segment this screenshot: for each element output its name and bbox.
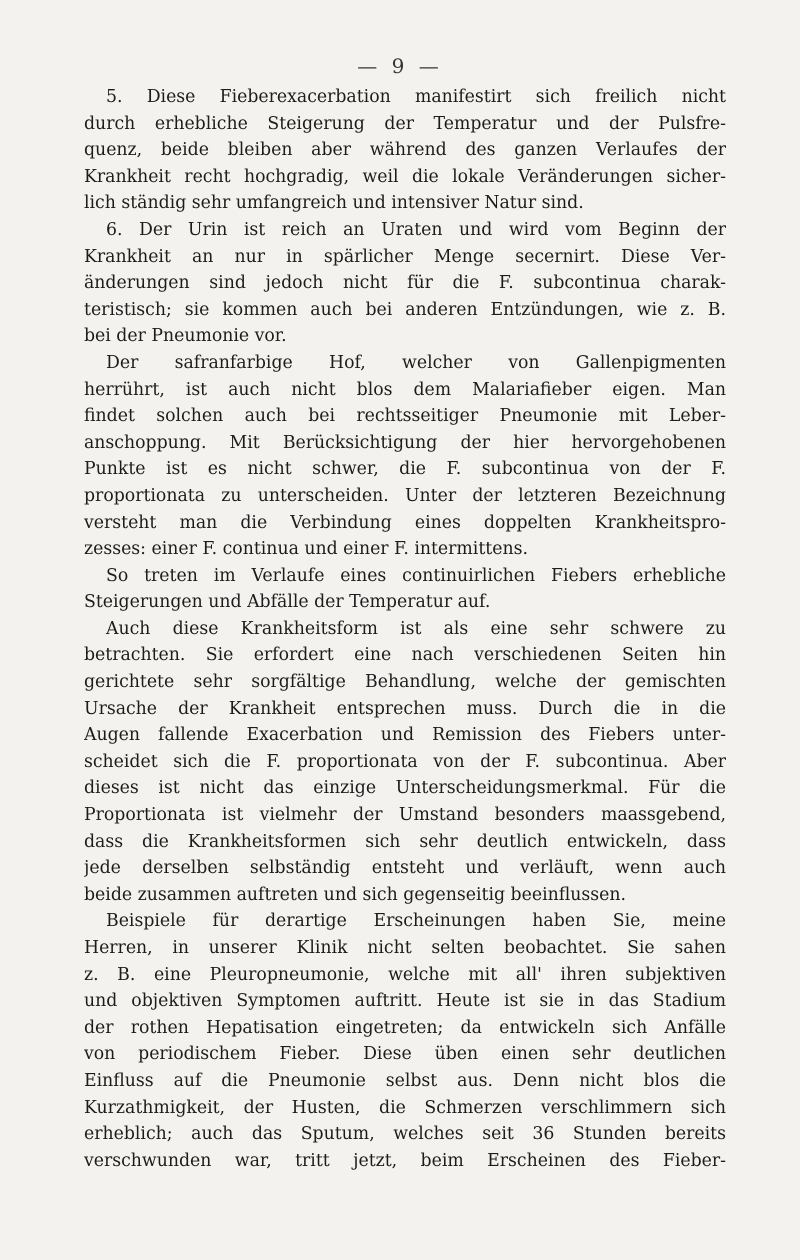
text-line: Augen fallende Exacerbation und Remission des Fiebers unter- — [84, 725, 726, 746]
text-line: Krankheit an nur in spärlicher Menge secernirt. Diese Ver- — [84, 246, 726, 267]
text-line: 6. Der Urin ist reich an Uraten und wird vom Beginn der — [106, 219, 726, 240]
text-line: herrührt, ist auch nicht blos dem Malariafieber eigen. Man — [84, 379, 726, 400]
text-line: anschoppung. Mit Berücksichtigung der hier hervorgehobenen — [84, 432, 726, 453]
text-line: Einfluss auf die Pneumonie selbst aus. Denn nicht blos die — [84, 1070, 726, 1091]
text-line: quenz, beide bleiben aber während des ganzen Verlaufes der — [84, 140, 726, 161]
text-line: findet solchen auch bei rechtsseitiger Pneumonie mit Leber- — [84, 406, 726, 427]
page-number: — 9 — — [357, 54, 443, 78]
text-line: So treten im Verlaufe eines continuirlichen Fiebers erhebliche — [106, 565, 726, 586]
text-line: dieses ist nicht das einzige Unterscheidungsmerkmal. Für die — [84, 778, 726, 799]
text-line: Krankheit recht hochgradig, weil die lokale Veränderungen sicher- — [84, 166, 726, 187]
text-line: der rothen Hepatisation eingetreten; da entwickeln sich Anfälle — [84, 1017, 726, 1038]
text-line: Der safranfarbige Hof, welcher von Gallenpigmenten — [106, 352, 726, 373]
text-line: verschwunden war, tritt jetzt, beim Erscheinen des Fieber- — [84, 1150, 726, 1171]
text-line: Steigerungen und Abfälle der Temperatur auf. — [84, 592, 491, 613]
text-line: Punkte ist es nicht schwer, die F. subcontinua von der F. — [84, 459, 726, 480]
text-line: betrachten. Sie erfordert eine nach verschiedenen Seiten hin — [84, 645, 726, 666]
text-line: erheblich; auch das Sputum, welches seit 36 Stunden bereits — [84, 1124, 726, 1145]
text-line: Kurzathmigkeit, der Husten, die Schmerzen verschlimmern sich — [84, 1097, 726, 1118]
text-line: gerichtete sehr sorgfältige Behandlung, welche der gemischten — [84, 672, 726, 693]
body-text — [84, 84, 726, 1174]
text-line: teristisch; sie kommen auch bei anderen Entzündungen, wie z. B. — [84, 299, 726, 320]
text-line: Beispiele für derartige Erscheinungen haben Sie, meine — [106, 911, 726, 932]
text-line: lich ständig sehr umfangreich und intensiver Natur sind. — [84, 193, 584, 214]
text-line: Auch diese Krankheitsform ist als eine sehr schwere zu — [106, 618, 726, 639]
text-line: Proportionata ist vielmehr der Umstand besonders maassgebend, — [84, 805, 726, 826]
text-line: und objektiven Symptomen auftritt. Heute ist sie in das Stadium — [84, 991, 726, 1012]
text-line: 5. Diese Fieberexacerbation manifestirt sich freilich nicht — [106, 87, 726, 107]
text-line: bei der Pneumonie vor. — [84, 326, 287, 347]
text-line: proportionata zu unterscheiden. Unter der letzteren Bezeichnung — [84, 485, 726, 506]
text-line: beide zusammen auftreten und sich gegenseitig beeinflussen. — [84, 884, 626, 905]
text-line: Ursache der Krankheit entsprechen muss. Durch die in die — [84, 698, 726, 719]
text-line: dass die Krankheitsformen sich sehr deutlich entwickeln, dass — [84, 831, 726, 852]
text-line: versteht man die Verbindung eines doppelten Krankheitspro- — [84, 512, 726, 533]
text-line: zesses: einer F. continua und einer F. intermittens. — [84, 539, 528, 560]
text-line: Herren, in unserer Klinik nicht selten beobachtet. Sie sahen — [84, 938, 726, 958]
text-line: änderungen sind jedoch nicht für die F. subcontinua charak- — [84, 273, 726, 294]
text-line: von periodischem Fieber. Diese üben einen sehr deutlichen — [84, 1044, 726, 1065]
text-line: jede derselben selbständig entsteht und verläuft, wenn auch — [84, 858, 726, 879]
text-line: z. B. eine Pleuropneumonie, welche mit all' ihren subjektiven — [84, 964, 726, 985]
text-line: scheidet sich die F. proportionata von der F. subcontinua. Aber — [84, 751, 726, 772]
text-line: durch erhebliche Steigerung der Temperatur und der Pulsfre- — [84, 113, 726, 134]
